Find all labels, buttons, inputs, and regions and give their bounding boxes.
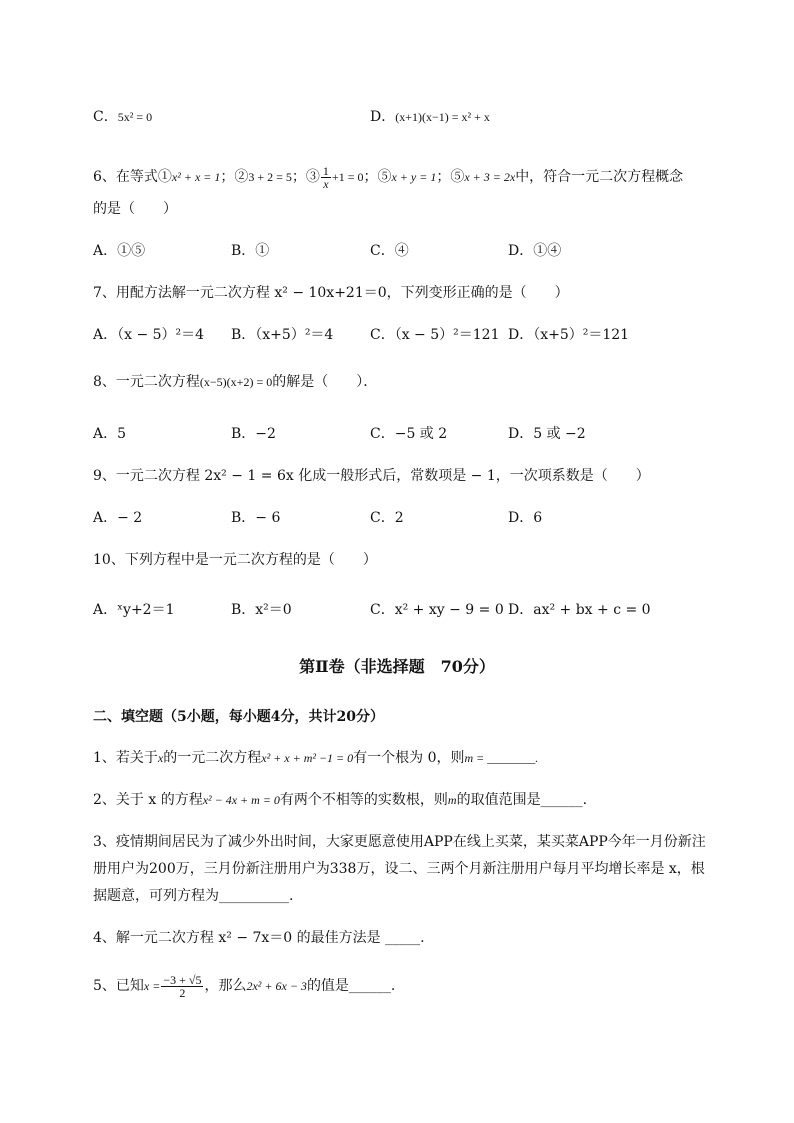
fill-question-3-line1: 3、疫情期间居民为了减少外出时间，大家更愿意使用APP在线上买菜，某买菜APP今年一月份新注 [93,834,706,850]
option-math: (x+1)(x−1) = x² + x [395,110,490,124]
q6-option-c: C．④ [370,243,409,259]
q10-option-d: D．ax² + bx + c = 0 [508,602,651,618]
q6-eq5: x + 3 = 2x [464,170,516,184]
q7-option-c: C．（x − 5）²＝121 [370,327,500,343]
q8-suffix: 的解是（ ）． [272,374,378,390]
fill-question-2 [93,790,587,810]
q6-option-b: B．① [231,243,270,259]
fill-question-3-line3: 据题意，可列方程为__________. [93,888,294,904]
q8-prefix: 8、一元二次方程 [93,374,200,390]
q8-math: (x−5)(x+2) = 0 [199,375,273,389]
question-9: 9、一元二次方程 2x² − 1 = 6x 化成一般形式后，常数项是 − 1，一次项系数是（ ） [93,468,650,484]
q8-option-a: A．5 [93,426,127,442]
q9-option-d: D．6 [508,510,543,526]
q7-option-d: D．（x+5）²＝121 [508,327,630,343]
f5-mid: ，那么 [204,978,247,994]
fraction-denominator: 2 [179,985,186,1000]
f2-tail: 的取值范围是______. [456,792,588,808]
q6-sep: ；⑤ [363,169,392,185]
f1-mid: 的一元二次方程 [163,750,262,766]
q5-option-c [93,107,152,127]
question-8 [93,372,377,392]
fill-question-5 [93,972,395,1000]
question-6 [93,164,683,190]
option-math: 5x² = 0 [117,110,153,124]
q6-suffix: 中，符合一元二次方程概念 [515,169,684,185]
q6-option-a: A．①⑤ [93,243,146,259]
section-title: 第Ⅱ卷（非选择题 70分） [299,657,495,676]
fill-question-4: 4、解一元二次方程 x² − 7x＝0 的最佳方法是 _____. [93,930,425,946]
f1-var: x [157,751,164,765]
f5-tail: 的值是______. [306,978,396,994]
q10-option-c: C．x² + xy − 9 = 0 [370,602,504,618]
f1-math: x² + x + m² −1 = 0 [261,751,354,765]
f5-prefix: 5、已知 [93,978,144,994]
q8-option-b: B．−2 [231,426,276,442]
f5-lhs: x = [143,979,161,993]
f2-mid: 有两个不相等的实数根，则 [279,792,448,808]
q9-option-b: B．− 6 [231,510,281,526]
q6-sep: ；③ [291,169,320,185]
fill-question-3-line2: 册用户为200万，三月份新注册用户为338万，设二、三两个月新注册用户每月平均增长率是 x，根 [93,861,705,877]
q9-option-c: C．2 [370,510,404,526]
f2-var: m [447,793,457,807]
q6-eq1: x² + x = 1 [171,170,221,184]
option-label: D． [370,109,396,125]
q9-option-a: A．− 2 [93,510,143,526]
q8-option-d: D．5 或 −2 [508,426,586,442]
q5-option-d [370,107,490,127]
q6-eq4: x + y = 1 [391,170,437,184]
q8-option-c: C．−5 或 2 [370,426,448,442]
q10-option-b: B．x²＝0 [231,602,292,618]
q6-fraction [321,165,331,190]
f5-fraction [161,974,203,999]
option-label: C． [93,109,118,125]
section-heading: 二、填空题（5小题，每小题4分，共计20分） [93,709,384,725]
q6-eq2: 3 + 2 = 5 [248,170,292,184]
question-7: 7、用配方法解一元二次方程 x² − 10x+21＝0，下列变形正确的是（ ） [93,285,569,301]
f1-prefix: 1、若关于 [93,750,158,766]
question-6-line2: 的是（ ） [93,201,177,217]
fraction-numerator: −3 + √5 [163,972,202,987]
q10-option-a: A．ˣy+2＝1 [93,602,175,618]
fraction-numerator: 1 [322,163,329,178]
f1-tail: 有一个根为 0，则 [353,750,465,766]
q6-eq3-rest: +1 = 0 [331,170,364,184]
f5-math: 2x² + 6x − 3 [246,979,307,993]
question-10: 10、下列方程中是一元二次方程的是（ ） [93,552,377,568]
fill-question-1 [93,748,538,768]
q6-prefix: 6、在等式① [93,169,172,185]
f2-math: x² − 4x + m = 0 [202,793,280,807]
f2-prefix: 2、关于 x 的方程 [93,792,203,808]
q7-option-b: B．（x+5）²＝4 [231,327,334,343]
q6-sep: ；⑤ [436,169,465,185]
q6-sep: ；② [220,169,249,185]
q7-option-a: A．（x − 5）²＝4 [93,327,205,343]
fraction-denominator: x [323,176,329,191]
f1-answer-blank: m = ________. [464,751,539,765]
q6-option-d: D．①④ [508,243,562,259]
